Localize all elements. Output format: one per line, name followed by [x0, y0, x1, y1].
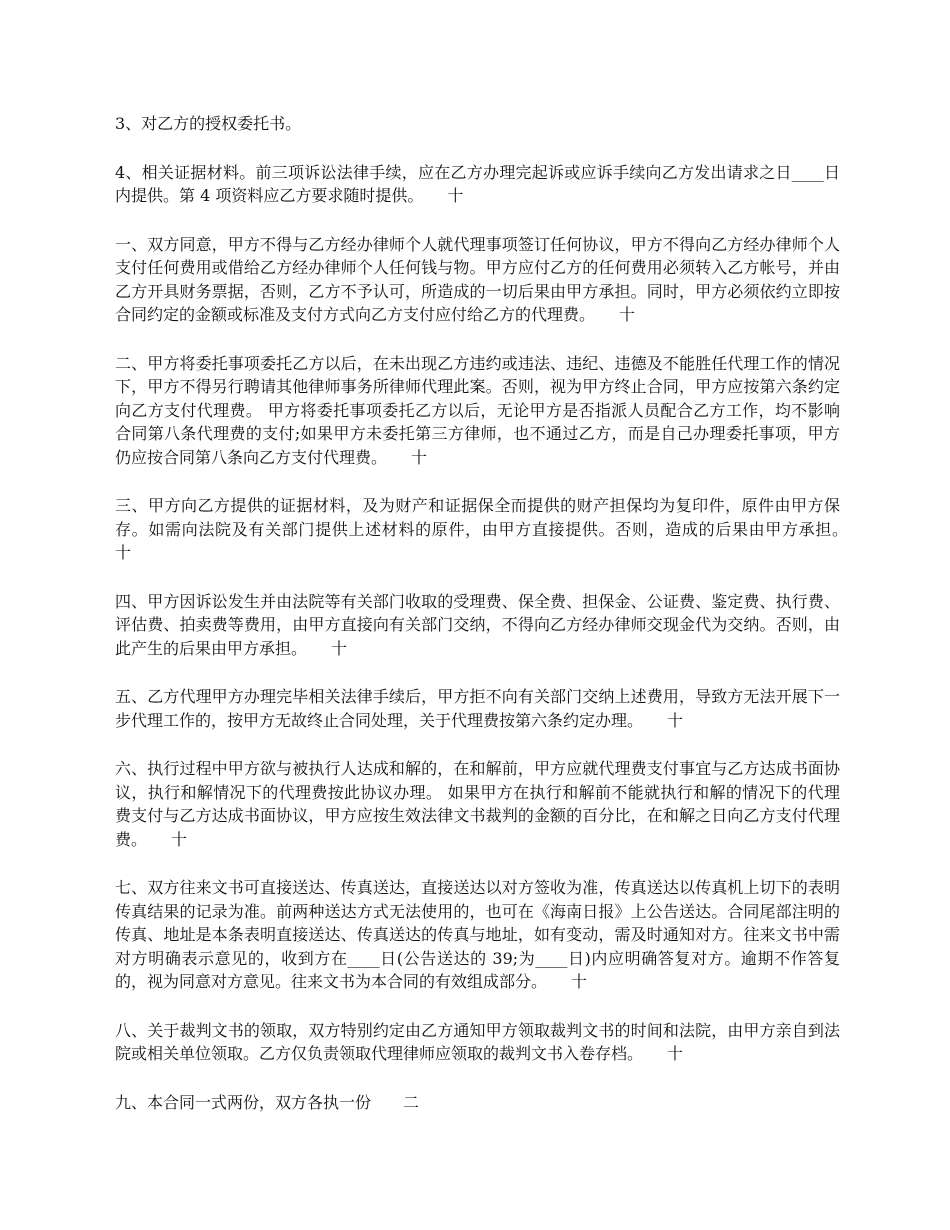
paragraph-clause-5: 五、乙方代理甲方办理完毕相关法律手续后，甲方拒不向有关部门交纳上述费用，导致方无法开展下一步代理工作的，按甲方无故终止合同处理，关于代理费按第六条约定办理。 十: [115, 687, 840, 730]
paragraph-clause-4: 四、甲方因诉讼发生并由法院等有关部门收取的受理费、保全费、担保金、公证费、鉴定费、执行费、评估费、拍卖费等费用，由甲方直接向有关部门交纳，不得向乙方经办律师交现金代为交纳。否则，由此产生的后果由甲方承担。 十: [115, 591, 840, 658]
paragraph-clause-3: 三、甲方向乙方提供的证据材料，及为财产和证据保全而提供的财产担保均为复印件，原件由甲方保存。如需向法院及有关部门提供上述材料的原件，由甲方直接提供。否则，造成的后果由甲方承担。 十: [115, 496, 873, 562]
paragraph-clause-8: 八、关于裁判文书的领取，双方特别约定由乙方通知甲方领取裁判文书的时间和法院，由甲方亲自到法院或相关单位领取。乙方仅负责领取代理律师应领取的裁判文书入卷存档。 十: [115, 1020, 840, 1063]
document-body: [115, 112, 873, 1139]
paragraph-clause-9: 九、本合同一式两份，双方各执一份 二: [115, 1092, 420, 1112]
paragraph-item-3: 3、对乙方的授权委托书。: [115, 114, 302, 133]
paragraph-clause-1: 一、双方同意，甲方不得与乙方经办律师个人就代理事项签订任何协议，甲方不得向乙方经办律师个人支付任何费用或借给乙方经办律师个人任何钱与物。甲方应付乙方的任何费用必须转入乙方帐号，并由乙方开具财务票据，否则，乙方不予认可，所造成的一切后果由甲方承担。同时，甲方必须依约立即按合同约定的金额或标准及支付方式向乙方支付应付给乙方的代理费。 十: [115, 234, 840, 324]
paragraph-item-4: 4、相关证据材料。前三项诉讼法律手续，应在乙方办理完起诉或应诉手续向乙方发出请求之日____日内提供。第 4 项资料应乙方要求随时提供。 十: [115, 162, 840, 205]
paragraph-clause-2: 二、甲方将委托事项委托乙方以后，在未出现乙方违约或违法、违纪、违德及不能胜任代理工作的情况下，甲方不得另行聘请其他律师事务所律师代理此案。否则，视为甲方终止合同，甲方应按第六条约定向乙方支付代理费。 甲方将委托事项委托乙方以后，无论甲方是否指派人员配合乙方工作，均不影响合同第八条代理费的支付;如果甲方未委托第三方律师，也不通过乙方，而是自己办理委托事项，甲方仍应按合同第八条向乙方支付代理费。 十: [115, 353, 840, 467]
paragraph-clause-7: 七、双方往来文书可直接送达、传真送达，直接送达以对方签收为准，传真送达以传真机上切下的表明传真结果的记录为准。前两种送达方式无法使用的，也可在《海南日报》上公告送达。合同尾部注明的传真、地址是本条表明直接送达、传真送达的传真与地址，如有变动，需及时通知对方。往来文书中需对方明确表示意见的，收到方在____日(公告送达的 39;为____日)内应明确答复对方。逾期不作答复的，视为同意对方意见。往来文书为本合同的有效组成部分。 十: [115, 878, 840, 991]
paragraph-clause-6: 六、执行过程中甲方欲与被执行人达成和解的，在和解前，甲方应就代理费支付事宜与乙方达成书面协议，执行和解情况下的代理费按此协议办理。 如果甲方在执行和解前不能就执行和解的情况下的代理费支付与乙方达成书面协议，甲方应按生效法律文书裁判的金额的百分比，在和解之日向乙方支付代理费。 十: [115, 759, 840, 849]
